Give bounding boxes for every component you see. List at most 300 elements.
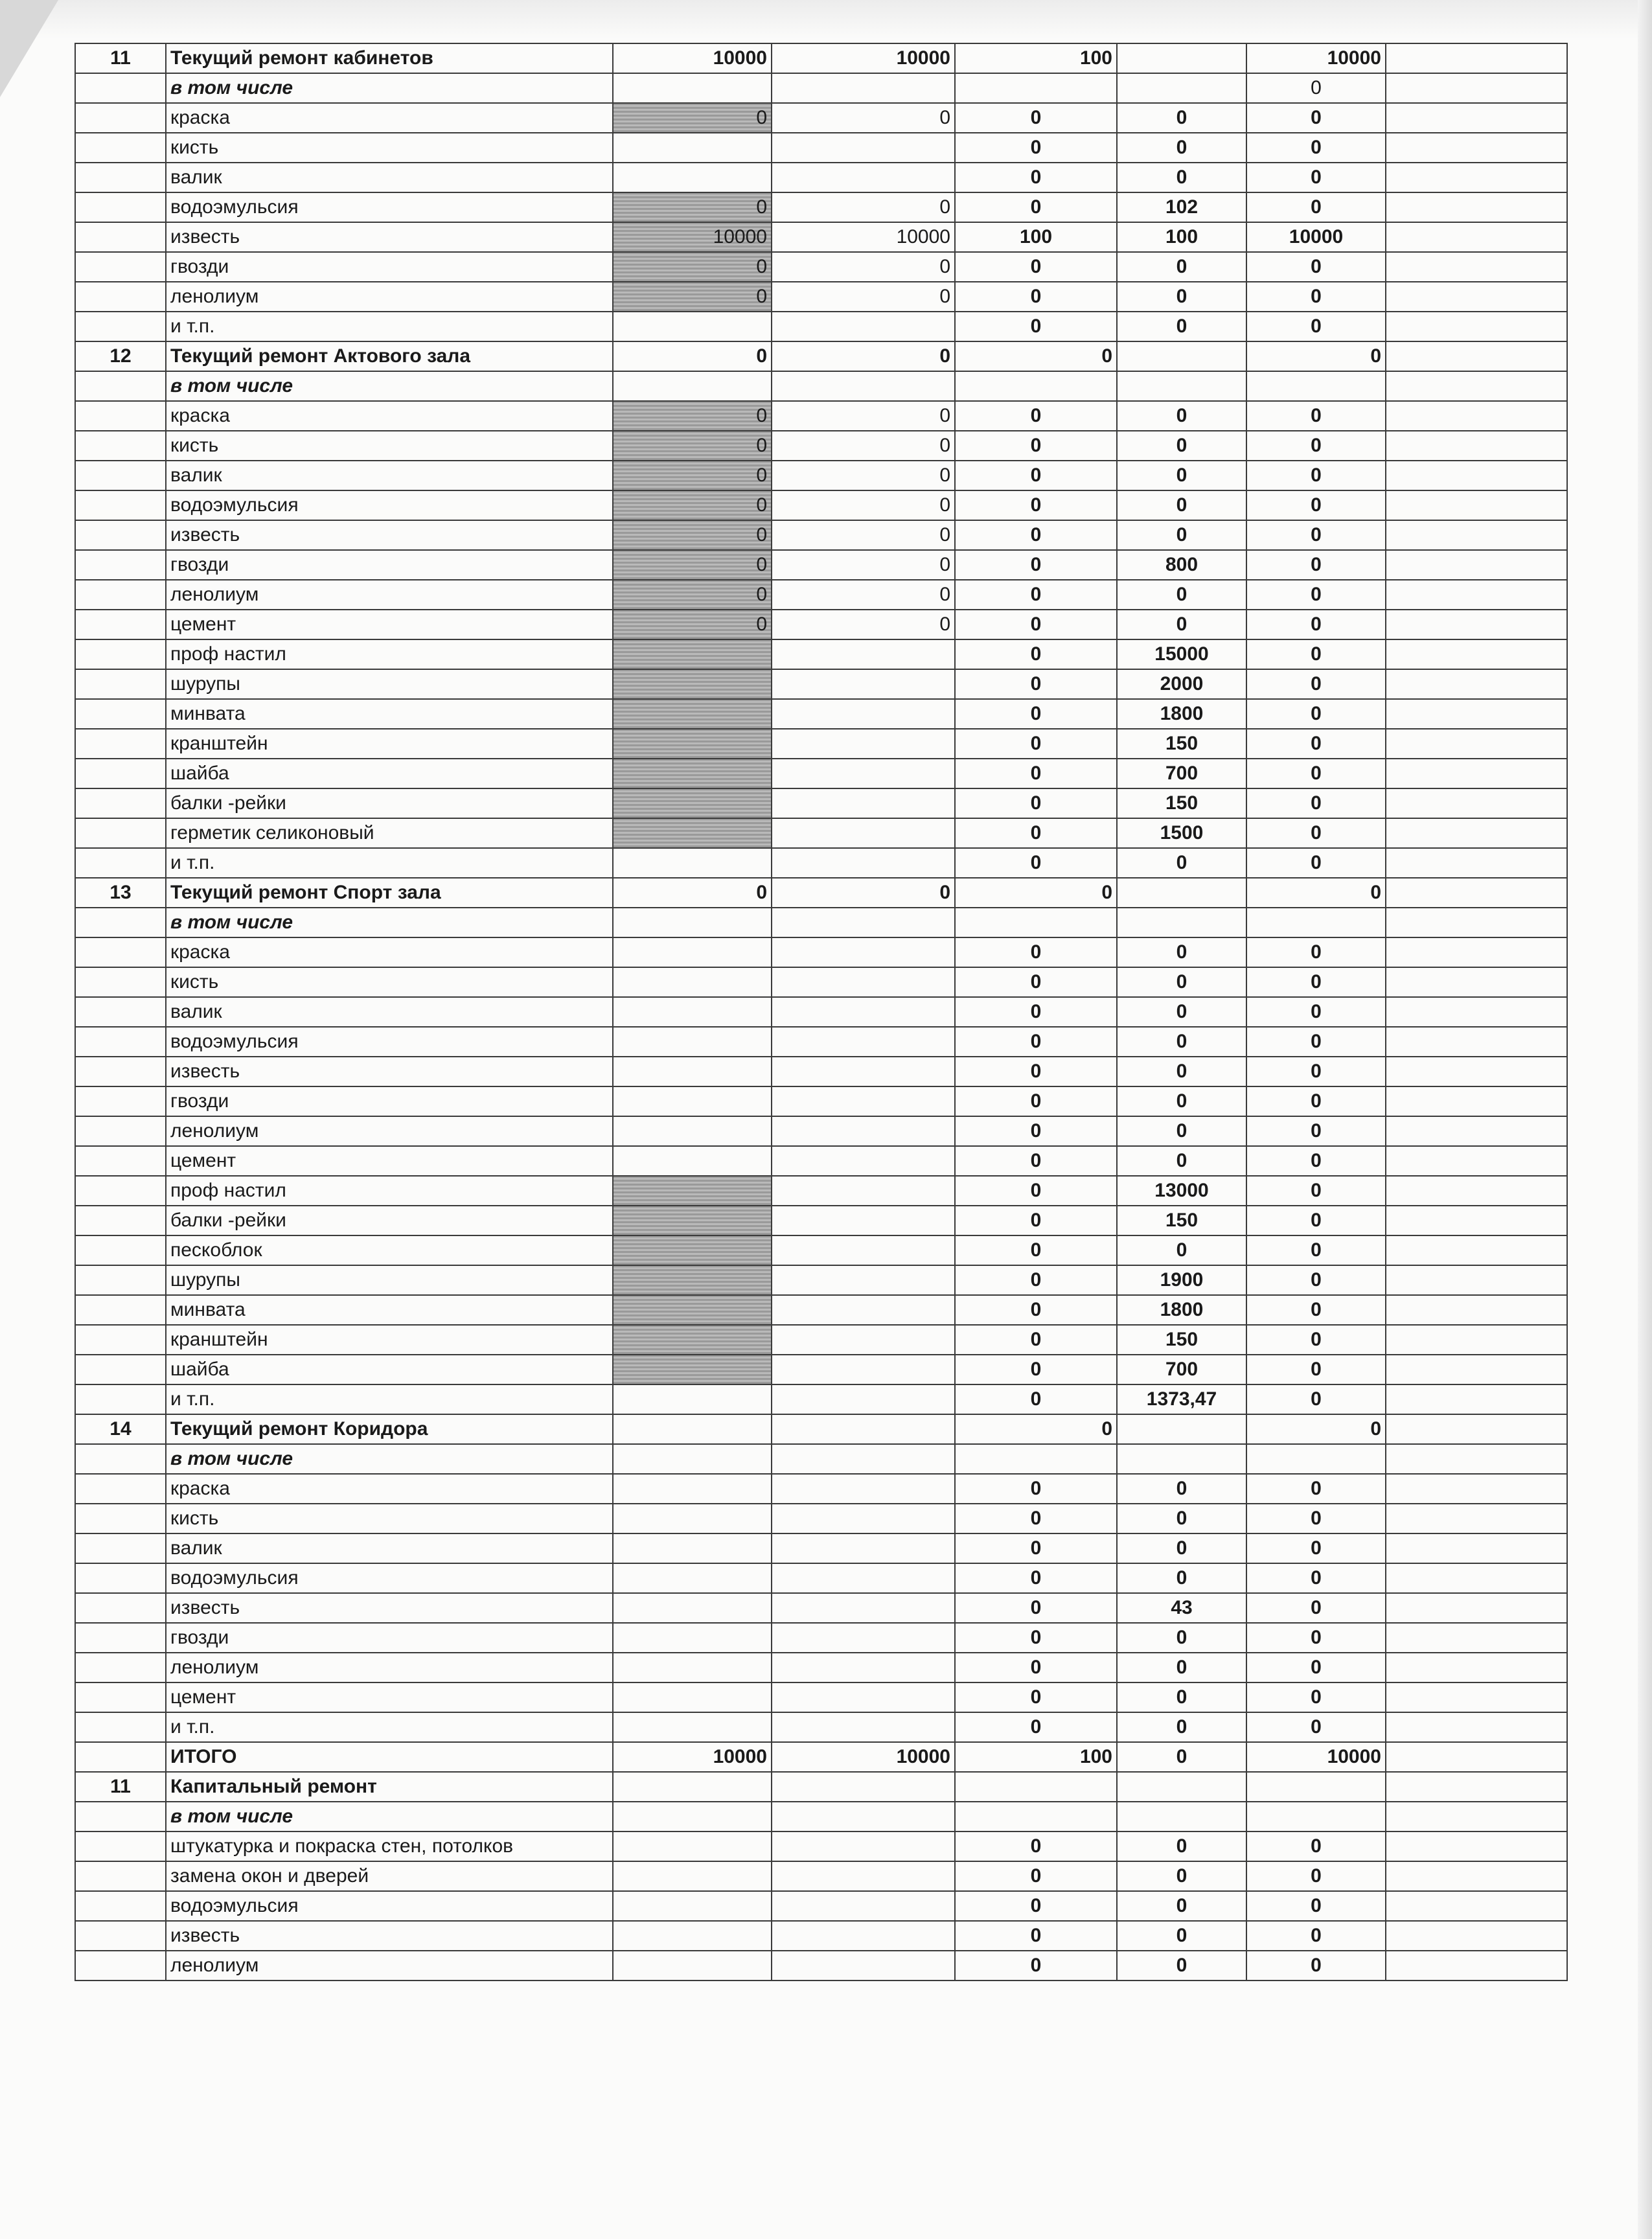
row-number-cell: [75, 222, 166, 252]
percent-cell: 0: [955, 1474, 1117, 1504]
approved-amount-cell: [772, 908, 955, 937]
item-name-cell: Текущий ремонт Спорт зала: [166, 878, 613, 908]
subheader-row: [75, 371, 1567, 401]
row-number-cell: [75, 937, 166, 967]
notes-cell: [1386, 550, 1567, 580]
total-amount-cell: 0: [1246, 1295, 1386, 1325]
table-row: [75, 1921, 1567, 1951]
total-amount-cell: 10000: [1246, 43, 1386, 73]
percent-cell: 0: [955, 103, 1117, 133]
item-name-cell: в том числе: [166, 908, 613, 937]
spent-amount-cell: 0: [1117, 1623, 1246, 1653]
approved-amount-cell: [772, 818, 955, 848]
plan-amount-cell: [613, 908, 772, 937]
approved-amount-cell: [772, 1116, 955, 1146]
plan-amount-cell: [613, 1831, 772, 1861]
plan-amount-cell: [613, 788, 772, 818]
row-number-cell: [75, 967, 166, 997]
row-number-cell: [75, 1623, 166, 1653]
item-name-cell: краска: [166, 937, 613, 967]
item-name-cell: и т.п.: [166, 1712, 613, 1742]
spent-amount-cell: [1117, 341, 1246, 371]
table-row: [75, 1086, 1567, 1116]
notes-cell: [1386, 937, 1567, 967]
total-amount-cell: 0: [1246, 1533, 1386, 1563]
approved-amount-cell: [772, 1295, 955, 1325]
row-number-cell: [75, 818, 166, 848]
table-row: [75, 1206, 1567, 1235]
notes-cell: [1386, 43, 1567, 73]
percent-cell: [955, 1772, 1117, 1802]
folded-corner: [0, 0, 58, 97]
notes-cell: [1386, 1533, 1567, 1563]
total-amount-cell: 0: [1246, 1593, 1386, 1623]
notes-cell: [1386, 967, 1567, 997]
spent-amount-cell: 0: [1117, 1712, 1246, 1742]
subheader-row: [75, 1444, 1567, 1474]
row-number-cell: 12: [75, 341, 166, 371]
spent-amount-cell: 0: [1117, 1027, 1246, 1057]
item-name-cell: кисть: [166, 133, 613, 163]
notes-cell: [1386, 192, 1567, 222]
spent-amount-cell: 0: [1117, 1504, 1246, 1533]
plan-amount-cell: [613, 1057, 772, 1086]
total-amount-cell: 0: [1246, 490, 1386, 520]
notes-cell: [1386, 1414, 1567, 1444]
notes-cell: [1386, 997, 1567, 1027]
approved-amount-cell: [772, 1086, 955, 1116]
approved-amount-cell: [772, 1772, 955, 1802]
approved-amount-cell: 0: [772, 431, 955, 461]
table-row: [75, 580, 1567, 610]
notes-cell: [1386, 1504, 1567, 1533]
subheader-row: [75, 1802, 1567, 1831]
spent-amount-cell: 0: [1117, 1653, 1246, 1682]
row-number-cell: [75, 1831, 166, 1861]
notes-cell: [1386, 1295, 1567, 1325]
spent-amount-cell: 0: [1117, 1742, 1246, 1772]
notes-cell: [1386, 818, 1567, 848]
table-row: [75, 1355, 1567, 1384]
spent-amount-cell: 0: [1117, 312, 1246, 341]
spent-amount-cell: 0: [1117, 282, 1246, 312]
item-name-cell: цемент: [166, 610, 613, 639]
percent-cell: 0: [955, 1861, 1117, 1891]
spent-amount-cell: 0: [1117, 848, 1246, 878]
table-row: [75, 1384, 1567, 1414]
item-name-cell: ИТОГО: [166, 1742, 613, 1772]
notes-cell: [1386, 73, 1567, 103]
total-amount-cell: 0: [1246, 1891, 1386, 1921]
total-amount-cell: 0: [1246, 1861, 1386, 1891]
total-amount-cell: 0: [1246, 610, 1386, 639]
plan-amount-cell: [613, 1682, 772, 1712]
spent-amount-cell: 0: [1117, 1682, 1246, 1712]
table-row: [75, 1325, 1567, 1355]
total-amount-cell: 0: [1246, 401, 1386, 431]
row-number-cell: [75, 252, 166, 282]
row-number-cell: [75, 1295, 166, 1325]
table-row: [75, 1265, 1567, 1295]
percent-cell: 0: [955, 937, 1117, 967]
total-amount-cell: 0: [1246, 461, 1386, 490]
row-number-cell: [75, 1742, 166, 1772]
percent-cell: 0: [955, 1355, 1117, 1384]
row-number-cell: [75, 1265, 166, 1295]
total-amount-cell: 0: [1246, 1027, 1386, 1057]
approved-amount-cell: [772, 1206, 955, 1235]
table-row: [75, 1682, 1567, 1712]
row-number-cell: [75, 490, 166, 520]
item-name-cell: известь: [166, 520, 613, 550]
approved-amount-cell: 0: [772, 461, 955, 490]
table-row: [75, 937, 1567, 967]
plan-amount-cell: 0: [613, 520, 772, 550]
item-name-cell: известь: [166, 1921, 613, 1951]
row-number-cell: [75, 1861, 166, 1891]
table-row: [75, 1474, 1567, 1504]
percent-cell: 0: [955, 1146, 1117, 1176]
plan-amount-cell: [613, 1206, 772, 1235]
percent-cell: 0: [955, 133, 1117, 163]
total-amount-cell: [1246, 1802, 1386, 1831]
table-row: [75, 1504, 1567, 1533]
item-name-cell: валик: [166, 461, 613, 490]
notes-cell: [1386, 1623, 1567, 1653]
percent-cell: 0: [955, 1414, 1117, 1444]
percent-cell: 0: [955, 341, 1117, 371]
table-row: [75, 252, 1567, 282]
item-name-cell: кисть: [166, 1504, 613, 1533]
total-amount-cell: 0: [1246, 1235, 1386, 1265]
item-name-cell: гвозди: [166, 1623, 613, 1653]
percent-cell: 0: [955, 312, 1117, 341]
notes-cell: [1386, 490, 1567, 520]
notes-cell: [1386, 1086, 1567, 1116]
approved-amount-cell: [772, 1265, 955, 1295]
plan-amount-cell: 0: [613, 461, 772, 490]
plan-amount-cell: [613, 1772, 772, 1802]
item-name-cell: шурупы: [166, 669, 613, 699]
table-row: [75, 967, 1567, 997]
approved-amount-cell: [772, 1951, 955, 1981]
notes-cell: [1386, 341, 1567, 371]
spent-amount-cell: 0: [1117, 937, 1246, 967]
spent-amount-cell: 43: [1117, 1593, 1246, 1623]
table-row: [75, 997, 1567, 1027]
total-amount-cell: 0: [1246, 1563, 1386, 1593]
table-row: [75, 1235, 1567, 1265]
row-number-cell: [75, 908, 166, 937]
approved-amount-cell: [772, 1384, 955, 1414]
notes-cell: [1386, 312, 1567, 341]
plan-amount-cell: [613, 1563, 772, 1593]
item-name-cell: гвозди: [166, 252, 613, 282]
plan-amount-cell: [613, 1861, 772, 1891]
row-number-cell: [75, 312, 166, 341]
spent-amount-cell: 2000: [1117, 669, 1246, 699]
table-row: [75, 1861, 1567, 1891]
row-number-cell: [75, 1206, 166, 1235]
table-row: [75, 639, 1567, 669]
approved-amount-cell: [772, 1027, 955, 1057]
plan-amount-cell: [613, 1414, 772, 1444]
repair-budget-table: [75, 43, 1568, 1981]
plan-amount-cell: [613, 1593, 772, 1623]
row-number-cell: [75, 1563, 166, 1593]
spent-amount-cell: [1117, 1414, 1246, 1444]
notes-cell: [1386, 1951, 1567, 1981]
approved-amount-cell: 0: [772, 103, 955, 133]
table-row: [75, 282, 1567, 312]
item-name-cell: балки -рейки: [166, 1206, 613, 1235]
plan-amount-cell: [613, 1265, 772, 1295]
total-amount-cell: 0: [1246, 1265, 1386, 1295]
plan-amount-cell: [613, 1355, 772, 1384]
plan-amount-cell: [613, 1325, 772, 1355]
table-row: [75, 312, 1567, 341]
percent-cell: 0: [955, 1057, 1117, 1086]
percent-cell: 0: [955, 967, 1117, 997]
table-row: [75, 1653, 1567, 1682]
percent-cell: 0: [955, 192, 1117, 222]
item-name-cell: ленолиум: [166, 282, 613, 312]
item-name-cell: Текущий ремонт Коридора: [166, 1414, 613, 1444]
table-row: [75, 222, 1567, 252]
plan-amount-cell: [613, 639, 772, 669]
item-name-cell: и т.п.: [166, 848, 613, 878]
percent-cell: 0: [955, 1295, 1117, 1325]
percent-cell: 0: [955, 282, 1117, 312]
notes-cell: [1386, 1325, 1567, 1355]
total-amount-cell: 0: [1246, 431, 1386, 461]
total-amount-cell: 0: [1246, 818, 1386, 848]
approved-amount-cell: [772, 73, 955, 103]
plan-amount-cell: [613, 967, 772, 997]
notes-cell: [1386, 163, 1567, 192]
notes-cell: [1386, 1921, 1567, 1951]
notes-cell: [1386, 639, 1567, 669]
percent-cell: 0: [955, 1951, 1117, 1981]
notes-cell: [1386, 1831, 1567, 1861]
spent-amount-cell: 100: [1117, 222, 1246, 252]
plan-amount-cell: [613, 1623, 772, 1653]
plan-amount-cell: 0: [613, 282, 772, 312]
approved-amount-cell: 0: [772, 490, 955, 520]
row-number-cell: [75, 1533, 166, 1563]
spent-amount-cell: [1117, 371, 1246, 401]
total-amount-cell: [1246, 1444, 1386, 1474]
approved-amount-cell: [772, 937, 955, 967]
plan-amount-cell: 0: [613, 550, 772, 580]
approved-amount-cell: 0: [772, 401, 955, 431]
approved-amount-cell: [772, 1444, 955, 1474]
plan-amount-cell: [613, 1533, 772, 1563]
table-row: [75, 1027, 1567, 1057]
total-amount-cell: 0: [1246, 1921, 1386, 1951]
plan-amount-cell: 0: [613, 580, 772, 610]
notes-cell: [1386, 1384, 1567, 1414]
table-row: [75, 1295, 1567, 1325]
approved-amount-cell: [772, 1921, 955, 1951]
table-row: [75, 729, 1567, 759]
total-amount-cell: 0: [1246, 252, 1386, 282]
table-row: [75, 848, 1567, 878]
percent-cell: 0: [955, 997, 1117, 1027]
percent-cell: 0: [955, 878, 1117, 908]
spent-amount-cell: [1117, 73, 1246, 103]
row-number-cell: [75, 73, 166, 103]
notes-cell: [1386, 1444, 1567, 1474]
spent-amount-cell: 0: [1117, 997, 1246, 1027]
plan-amount-cell: [613, 1504, 772, 1533]
plan-amount-cell: [613, 312, 772, 341]
percent-cell: 0: [955, 461, 1117, 490]
plan-amount-cell: [613, 1176, 772, 1206]
approved-amount-cell: [772, 848, 955, 878]
row-number-cell: [75, 192, 166, 222]
item-name-cell: шайба: [166, 1355, 613, 1384]
plan-amount-cell: 10000: [613, 43, 772, 73]
notes-cell: [1386, 1653, 1567, 1682]
plan-amount-cell: [613, 1802, 772, 1831]
row-number-cell: [75, 1355, 166, 1384]
plan-amount-cell: [613, 163, 772, 192]
approved-amount-cell: [772, 1891, 955, 1921]
row-number-cell: [75, 1086, 166, 1116]
spent-amount-cell: 0: [1117, 1474, 1246, 1504]
item-name-cell: ленолиум: [166, 1653, 613, 1682]
percent-cell: 0: [955, 818, 1117, 848]
spent-amount-cell: [1117, 878, 1246, 908]
table-row: [75, 1563, 1567, 1593]
spent-amount-cell: 0: [1117, 133, 1246, 163]
plan-amount-cell: [613, 1086, 772, 1116]
total-amount-cell: 0: [1246, 1057, 1386, 1086]
notes-cell: [1386, 1682, 1567, 1712]
approved-amount-cell: [772, 163, 955, 192]
row-number-cell: [75, 699, 166, 729]
spent-amount-cell: 0: [1117, 1533, 1246, 1563]
item-name-cell: кисть: [166, 431, 613, 461]
row-number-cell: [75, 133, 166, 163]
percent-cell: 0: [955, 788, 1117, 818]
item-name-cell: в том числе: [166, 371, 613, 401]
spent-amount-cell: 1900: [1117, 1265, 1246, 1295]
approved-amount-cell: [772, 1623, 955, 1653]
approved-amount-cell: [772, 1861, 955, 1891]
row-number-cell: [75, 1235, 166, 1265]
plan-amount-cell: [613, 1235, 772, 1265]
row-number-cell: [75, 1474, 166, 1504]
item-name-cell: шурупы: [166, 1265, 613, 1295]
item-name-cell: водоэмульсия: [166, 192, 613, 222]
total-amount-cell: 0: [1246, 312, 1386, 341]
total-amount-cell: 0: [1246, 1325, 1386, 1355]
percent-cell: 0: [955, 1921, 1117, 1951]
spent-amount-cell: 700: [1117, 1355, 1246, 1384]
approved-amount-cell: [772, 1176, 955, 1206]
notes-cell: [1386, 610, 1567, 639]
table-row: [75, 1116, 1567, 1146]
spent-amount-cell: 0: [1117, 1951, 1246, 1981]
notes-cell: [1386, 908, 1567, 937]
notes-cell: [1386, 282, 1567, 312]
table-row: [75, 1176, 1567, 1206]
item-name-cell: минвата: [166, 699, 613, 729]
total-amount-cell: 0: [1246, 937, 1386, 967]
item-name-cell: кисть: [166, 967, 613, 997]
percent-cell: [955, 73, 1117, 103]
row-number-cell: [75, 1027, 166, 1057]
notes-cell: [1386, 1116, 1567, 1146]
total-amount-cell: 0: [1246, 1206, 1386, 1235]
total-amount-cell: 0: [1246, 967, 1386, 997]
row-number-cell: 11: [75, 1772, 166, 1802]
percent-cell: 0: [955, 520, 1117, 550]
percent-cell: 0: [955, 699, 1117, 729]
approved-amount-cell: [772, 639, 955, 669]
plan-amount-cell: [613, 669, 772, 699]
item-name-cell: краска: [166, 103, 613, 133]
table-row: [75, 699, 1567, 729]
row-number-cell: [75, 1653, 166, 1682]
spent-amount-cell: 150: [1117, 788, 1246, 818]
spent-amount-cell: 800: [1117, 550, 1246, 580]
row-number-cell: [75, 550, 166, 580]
approved-amount-cell: [772, 699, 955, 729]
item-name-cell: краска: [166, 401, 613, 431]
item-name-cell: валик: [166, 997, 613, 1027]
item-name-cell: цемент: [166, 1146, 613, 1176]
table-row: [75, 401, 1567, 431]
approved-amount-cell: [772, 1533, 955, 1563]
total-amount-cell: 0: [1246, 1504, 1386, 1533]
spent-amount-cell: 0: [1117, 163, 1246, 192]
notes-cell: [1386, 848, 1567, 878]
percent-cell: 0: [955, 1682, 1117, 1712]
plan-amount-cell: 10000: [613, 222, 772, 252]
table-row: [75, 1831, 1567, 1861]
notes-cell: [1386, 1802, 1567, 1831]
row-number-cell: [75, 997, 166, 1027]
total-amount-cell: 0: [1246, 1086, 1386, 1116]
item-name-cell: водоэмульсия: [166, 1563, 613, 1593]
item-name-cell: штукатурка и покраска стен, потолков: [166, 1831, 613, 1861]
plan-amount-cell: 0: [613, 401, 772, 431]
total-amount-cell: 0: [1246, 1653, 1386, 1682]
total-amount-cell: 0: [1246, 759, 1386, 788]
row-number-cell: 11: [75, 43, 166, 73]
row-number-cell: [75, 520, 166, 550]
row-number-cell: [75, 163, 166, 192]
approved-amount-cell: [772, 1593, 955, 1623]
spent-amount-cell: 0: [1117, 1563, 1246, 1593]
approved-amount-cell: 10000: [772, 43, 955, 73]
subheader-row: [75, 73, 1567, 103]
spent-amount-cell: 0: [1117, 431, 1246, 461]
notes-cell: [1386, 520, 1567, 550]
approved-amount-cell: 0: [772, 580, 955, 610]
table-row: [75, 1533, 1567, 1563]
section-header-row: [75, 1414, 1567, 1444]
item-name-cell: водоэмульсия: [166, 490, 613, 520]
spent-amount-cell: 1800: [1117, 699, 1246, 729]
item-name-cell: балки -рейки: [166, 788, 613, 818]
plan-amount-cell: 0: [613, 610, 772, 639]
approved-amount-cell: [772, 1682, 955, 1712]
approved-amount-cell: [772, 1563, 955, 1593]
